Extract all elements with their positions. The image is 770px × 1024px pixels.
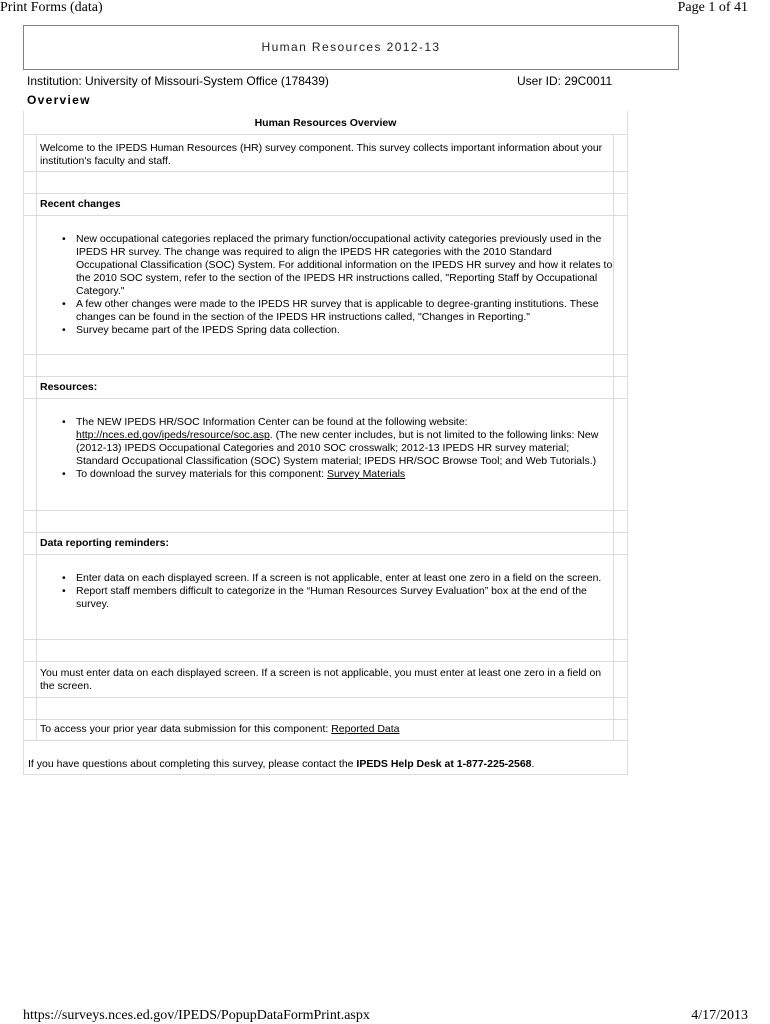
print-title: Print Forms (data) bbox=[0, 0, 103, 15]
row-divider bbox=[24, 376, 627, 377]
right-column-divider bbox=[613, 134, 614, 740]
overview-form-table bbox=[23, 111, 628, 775]
reminders-heading: Data reporting reminders: bbox=[40, 537, 169, 549]
row-divider bbox=[24, 532, 627, 533]
help-desk-contact: IPEDS Help Desk at 1-877-225-2568 bbox=[356, 758, 532, 770]
survey-title-box bbox=[23, 25, 679, 70]
left-column-divider bbox=[36, 134, 37, 740]
survey-title: Human Resources 2012-13 bbox=[261, 40, 441, 54]
row-divider bbox=[24, 193, 627, 194]
reminders-list bbox=[62, 572, 613, 611]
row-divider bbox=[24, 554, 627, 555]
row-divider bbox=[24, 215, 627, 216]
footer-date: 4/17/2013 bbox=[691, 1008, 748, 1023]
list-item: • Report staff members difficult to categorize in the “Human Resources Survey Evaluation” box at the end of the survey. bbox=[62, 585, 587, 610]
list-item: • To download the survey materials for this component: Survey Materials bbox=[62, 468, 406, 480]
page-number: Page 1 of 41 bbox=[677, 0, 748, 15]
table-title: Human Resources Overview bbox=[254, 117, 397, 129]
must-enter-notice: You must enter data on each displayed screen. If a screen is not applicable, you must enter at least one zero in a field on the screen. bbox=[40, 667, 602, 692]
resources-heading: Resources: bbox=[40, 381, 98, 393]
list-item: • The NEW IPEDS HR/SOC Information Center can be found at the following website: http://nces.ed.gov/ipeds/resource/soc.asp. (The new center includes, but is not limited to the following links: New (2012-13) IPEDS Occupational Categories and 2010 SOC crosswalk; 2012-13 IPEDS HR survey material; Standard Occupational Classification (SOC) System material; IPEDS HR/SOC Browse Tool; and Web Tutorials.) bbox=[62, 416, 599, 467]
row-divider bbox=[24, 171, 627, 172]
row-divider bbox=[24, 661, 627, 662]
row-divider bbox=[24, 639, 627, 640]
help-desk-row: If you have questions about completing this survey, please contact the IPEDS Help Desk at 1-877-225-2568. bbox=[28, 758, 535, 770]
row-divider bbox=[24, 354, 627, 355]
list-item: • New occupational categories replaced the primary function/occupational activity categories previously used in the IPEDS HR survey. The change was required to align the IPEDS HR categories with the 2010 Standard Occupational Classification (SOC) System. For additional information on the IPEDS HR survey and how it relates to the 2010 SOC system, refer to the section of the IPEDS HR instructions called, "Reporting Staff by Occupational Category." bbox=[62, 233, 613, 297]
footer-url: https://surveys.nces.ed.gov/IPEDS/PopupDataFormPrint.aspx bbox=[23, 1008, 370, 1023]
resources-list bbox=[62, 416, 613, 481]
recent-changes-list bbox=[62, 233, 613, 337]
list-item: • A few other changes were made to the IPEDS HR survey that is applicable to degree-granting institutions. These changes can be found in the section of the IPEDS HR instructions called, "Changes in Reporting." bbox=[62, 298, 599, 323]
row-divider bbox=[24, 134, 627, 135]
welcome-text: Welcome to the IPEDS Human Resources (HR) survey component. This survey collects important information about your institution's faculty and staff. bbox=[40, 142, 603, 167]
reported-data-link[interactable]: Reported Data bbox=[331, 723, 400, 735]
user-id-label: User ID: 29C0011 bbox=[517, 74, 613, 88]
row-divider bbox=[24, 510, 627, 511]
soc-info-center-link[interactable]: http://nces.ed.gov/ipeds/resource/soc.asp bbox=[76, 429, 270, 441]
row-divider bbox=[24, 398, 627, 399]
row-divider bbox=[24, 740, 627, 741]
list-item: • Survey became part of the IPEDS Spring data collection. bbox=[62, 324, 340, 336]
row-divider bbox=[24, 697, 627, 698]
section-heading: Overview bbox=[27, 93, 91, 107]
prior-year-row: To access your prior year data submission for this component: Reported Data bbox=[40, 723, 400, 735]
institution-label: Institution: University of Missouri-System Office (178439) bbox=[27, 74, 329, 88]
list-item: • Enter data on each displayed screen. If a screen is not applicable, enter at least one zero in a field on the screen. bbox=[62, 572, 602, 584]
row-divider bbox=[24, 719, 627, 720]
recent-changes-heading: Recent changes bbox=[40, 198, 121, 210]
survey-materials-link[interactable]: Survey Materials bbox=[326, 468, 406, 480]
